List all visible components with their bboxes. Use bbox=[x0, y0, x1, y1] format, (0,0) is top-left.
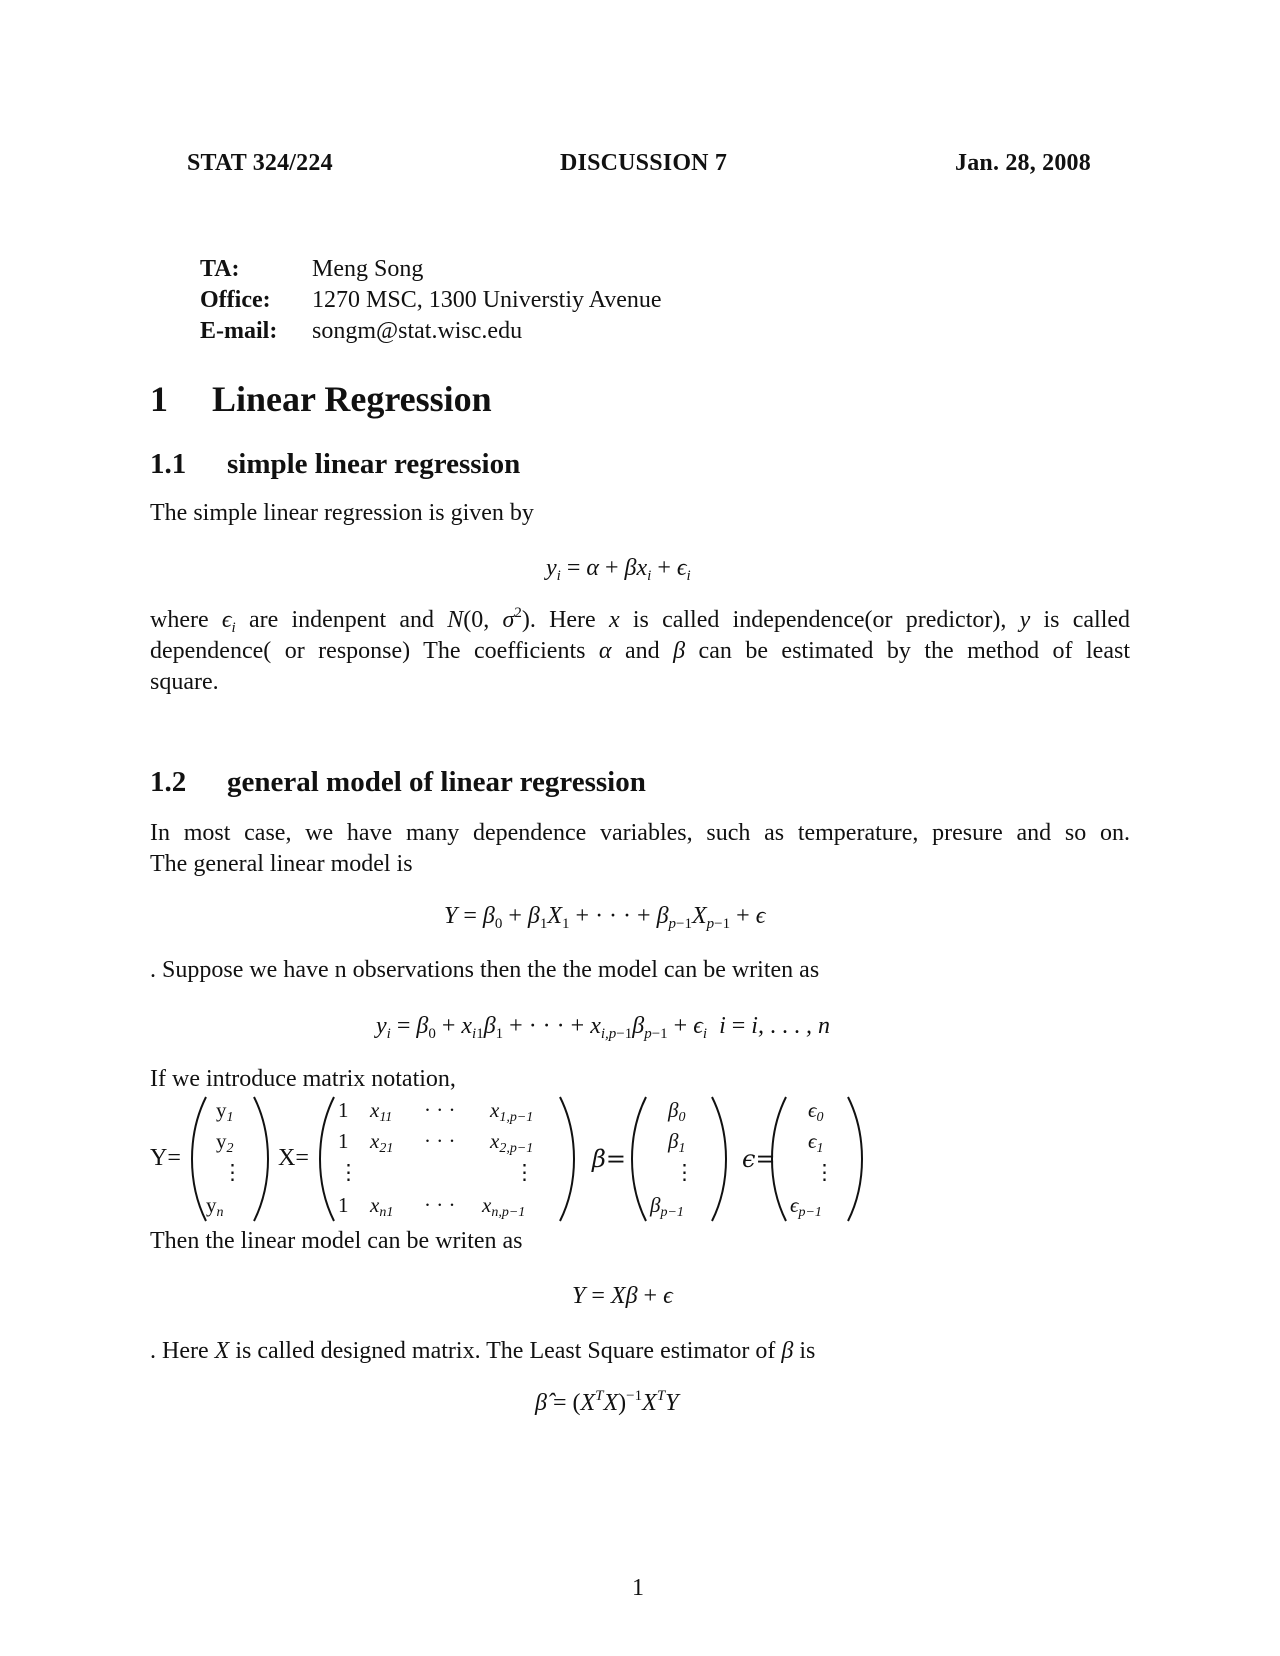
document-date: Jan. 28, 2008 bbox=[955, 150, 1091, 176]
paragraph-line: where $\epsilon_i$ are indenpent and N(0, $\sigma^2$). Here x is called independence(or predictor), y is called bbox=[150, 605, 1131, 636]
email-value: songm@stat.wisc.edu bbox=[312, 318, 523, 344]
simple-regression-intro: The simple linear regression is given by bbox=[150, 500, 534, 526]
x-matrix-entry: 1 bbox=[338, 1129, 349, 1153]
x-matrix-entry: · · · bbox=[424, 1193, 456, 1217]
y-matrix-entry: $y_2$ bbox=[216, 1129, 234, 1156]
general-model-paragraph bbox=[150, 818, 1130, 880]
epsilon-matrix-entry: ⋮ bbox=[814, 1160, 835, 1184]
section-title: Linear Regression bbox=[212, 379, 492, 419]
x-matrix-label: X= bbox=[278, 1145, 309, 1171]
simple-regression-paragraph bbox=[150, 605, 1130, 698]
paragraph-line: dependence( or response) The coefficients α and β can be estimated by the method of least bbox=[150, 638, 1130, 664]
beta-matrix-entry: $\beta_0$ bbox=[668, 1098, 686, 1125]
beta-matrix-entry: ⋮ bbox=[674, 1160, 695, 1184]
x-matrix-entry: · · · bbox=[424, 1098, 456, 1122]
general-model-equation: $Y = \beta_0 + \beta_1X_1$ + · · · + $\beta_{p-1}X_{p-1} + \epsilon$ bbox=[444, 903, 766, 932]
beta-matrix-entry: $\beta_{p-1}$ bbox=[650, 1193, 684, 1220]
section-1-1-heading bbox=[150, 448, 520, 481]
x-matrix-entry: ⋮ bbox=[514, 1160, 535, 1184]
section-number: 1.2 bbox=[150, 766, 187, 798]
office-value: 1270 MSC, 1300 Universtiy Avenue bbox=[312, 287, 662, 313]
x-matrix-entry: $x_{2,p-1}$ bbox=[490, 1129, 534, 1156]
y-matrix-entry: $y_1$ bbox=[216, 1098, 234, 1125]
paragraph-line: The general linear model is bbox=[150, 851, 413, 877]
x-matrix-entry: $x_{21}$ bbox=[370, 1129, 394, 1156]
x-matrix-entry: $x_{11}$ bbox=[370, 1098, 393, 1125]
right-paren bbox=[558, 1095, 576, 1223]
x-matrix-entry: 1 bbox=[338, 1098, 349, 1122]
paragraph-line: In most case, we have many dependence variables, such as temperature, presure and so on. bbox=[150, 820, 1130, 846]
section-title: simple linear regression bbox=[227, 448, 521, 480]
ta-value: Meng Song bbox=[312, 256, 424, 282]
document-title: DISCUSSION 7 bbox=[560, 150, 728, 176]
right-paren bbox=[252, 1095, 270, 1223]
x-matrix-entry: $x_{1,p-1}$ bbox=[490, 1098, 534, 1125]
least-squares-estimator-equation: β̂ = $(X^TX)^{-1}X^TY$ bbox=[535, 1388, 679, 1416]
right-paren bbox=[710, 1095, 728, 1223]
paragraph-line: square. bbox=[150, 669, 219, 695]
observation-equation: $y_i = \beta_0 + x_{i1}\beta_1$ + · · · + $x_{i,p-1}\beta_{p-1} + \epsilon_i$ i = i, . . . , n bbox=[376, 1013, 830, 1042]
matrix-model-equation: Y = Xβ + ϵ bbox=[572, 1283, 673, 1309]
left-paren bbox=[318, 1095, 336, 1223]
ta-label: TA: bbox=[200, 256, 240, 282]
observations-sentence: . Suppose we have n observations then the the model can be writen as bbox=[150, 957, 820, 983]
section-number: 1 bbox=[150, 379, 168, 419]
section-title: general model of linear regression bbox=[227, 766, 646, 798]
x-matrix-entry: · · · bbox=[424, 1129, 456, 1153]
matrix-notation-sentence: If we introduce matrix notation, bbox=[150, 1066, 456, 1092]
left-paren bbox=[630, 1095, 648, 1223]
section-number: 1.1 bbox=[150, 448, 187, 480]
x-matrix-entry: $x_{n,p-1}$ bbox=[482, 1193, 526, 1220]
x-matrix-entry: 1 bbox=[338, 1193, 349, 1217]
beta-matrix-label: β= bbox=[592, 1145, 626, 1173]
x-matrix-entry: $x_{n1}$ bbox=[370, 1193, 394, 1220]
email-label: E-mail: bbox=[200, 318, 278, 344]
course-code: STAT 324/224 bbox=[187, 150, 333, 176]
section-1-2-heading bbox=[150, 766, 646, 799]
designed-matrix-sentence: . Here X is called designed matrix. The Least Square estimator of β is bbox=[150, 1338, 816, 1364]
simple-regression-equation: $y_i = \alpha + \beta x_i + \epsilon_i$ bbox=[546, 555, 691, 584]
epsilon-matrix-entry: $\epsilon_{p-1}$ bbox=[790, 1193, 822, 1220]
y-matrix-label: Y= bbox=[150, 1145, 181, 1171]
right-paren bbox=[846, 1095, 864, 1223]
y-matrix-entry: $y_n$ bbox=[206, 1193, 224, 1220]
left-paren bbox=[770, 1095, 788, 1223]
epsilon-matrix-entry: $\epsilon_0$ bbox=[808, 1098, 824, 1125]
section-1-heading bbox=[150, 378, 492, 420]
epsilon-matrix-label: ϵ= bbox=[742, 1145, 776, 1173]
epsilon-matrix-entry: $\epsilon_1$ bbox=[808, 1129, 824, 1156]
x-matrix-entry: ⋮ bbox=[338, 1160, 359, 1184]
office-label: Office: bbox=[200, 287, 271, 313]
page-number: 1 bbox=[632, 1575, 644, 1601]
linear-model-sentence: Then the linear model can be writen as bbox=[150, 1228, 523, 1254]
beta-matrix-entry: $\beta_1$ bbox=[668, 1129, 686, 1156]
y-matrix-entry: ⋮ bbox=[222, 1160, 243, 1184]
